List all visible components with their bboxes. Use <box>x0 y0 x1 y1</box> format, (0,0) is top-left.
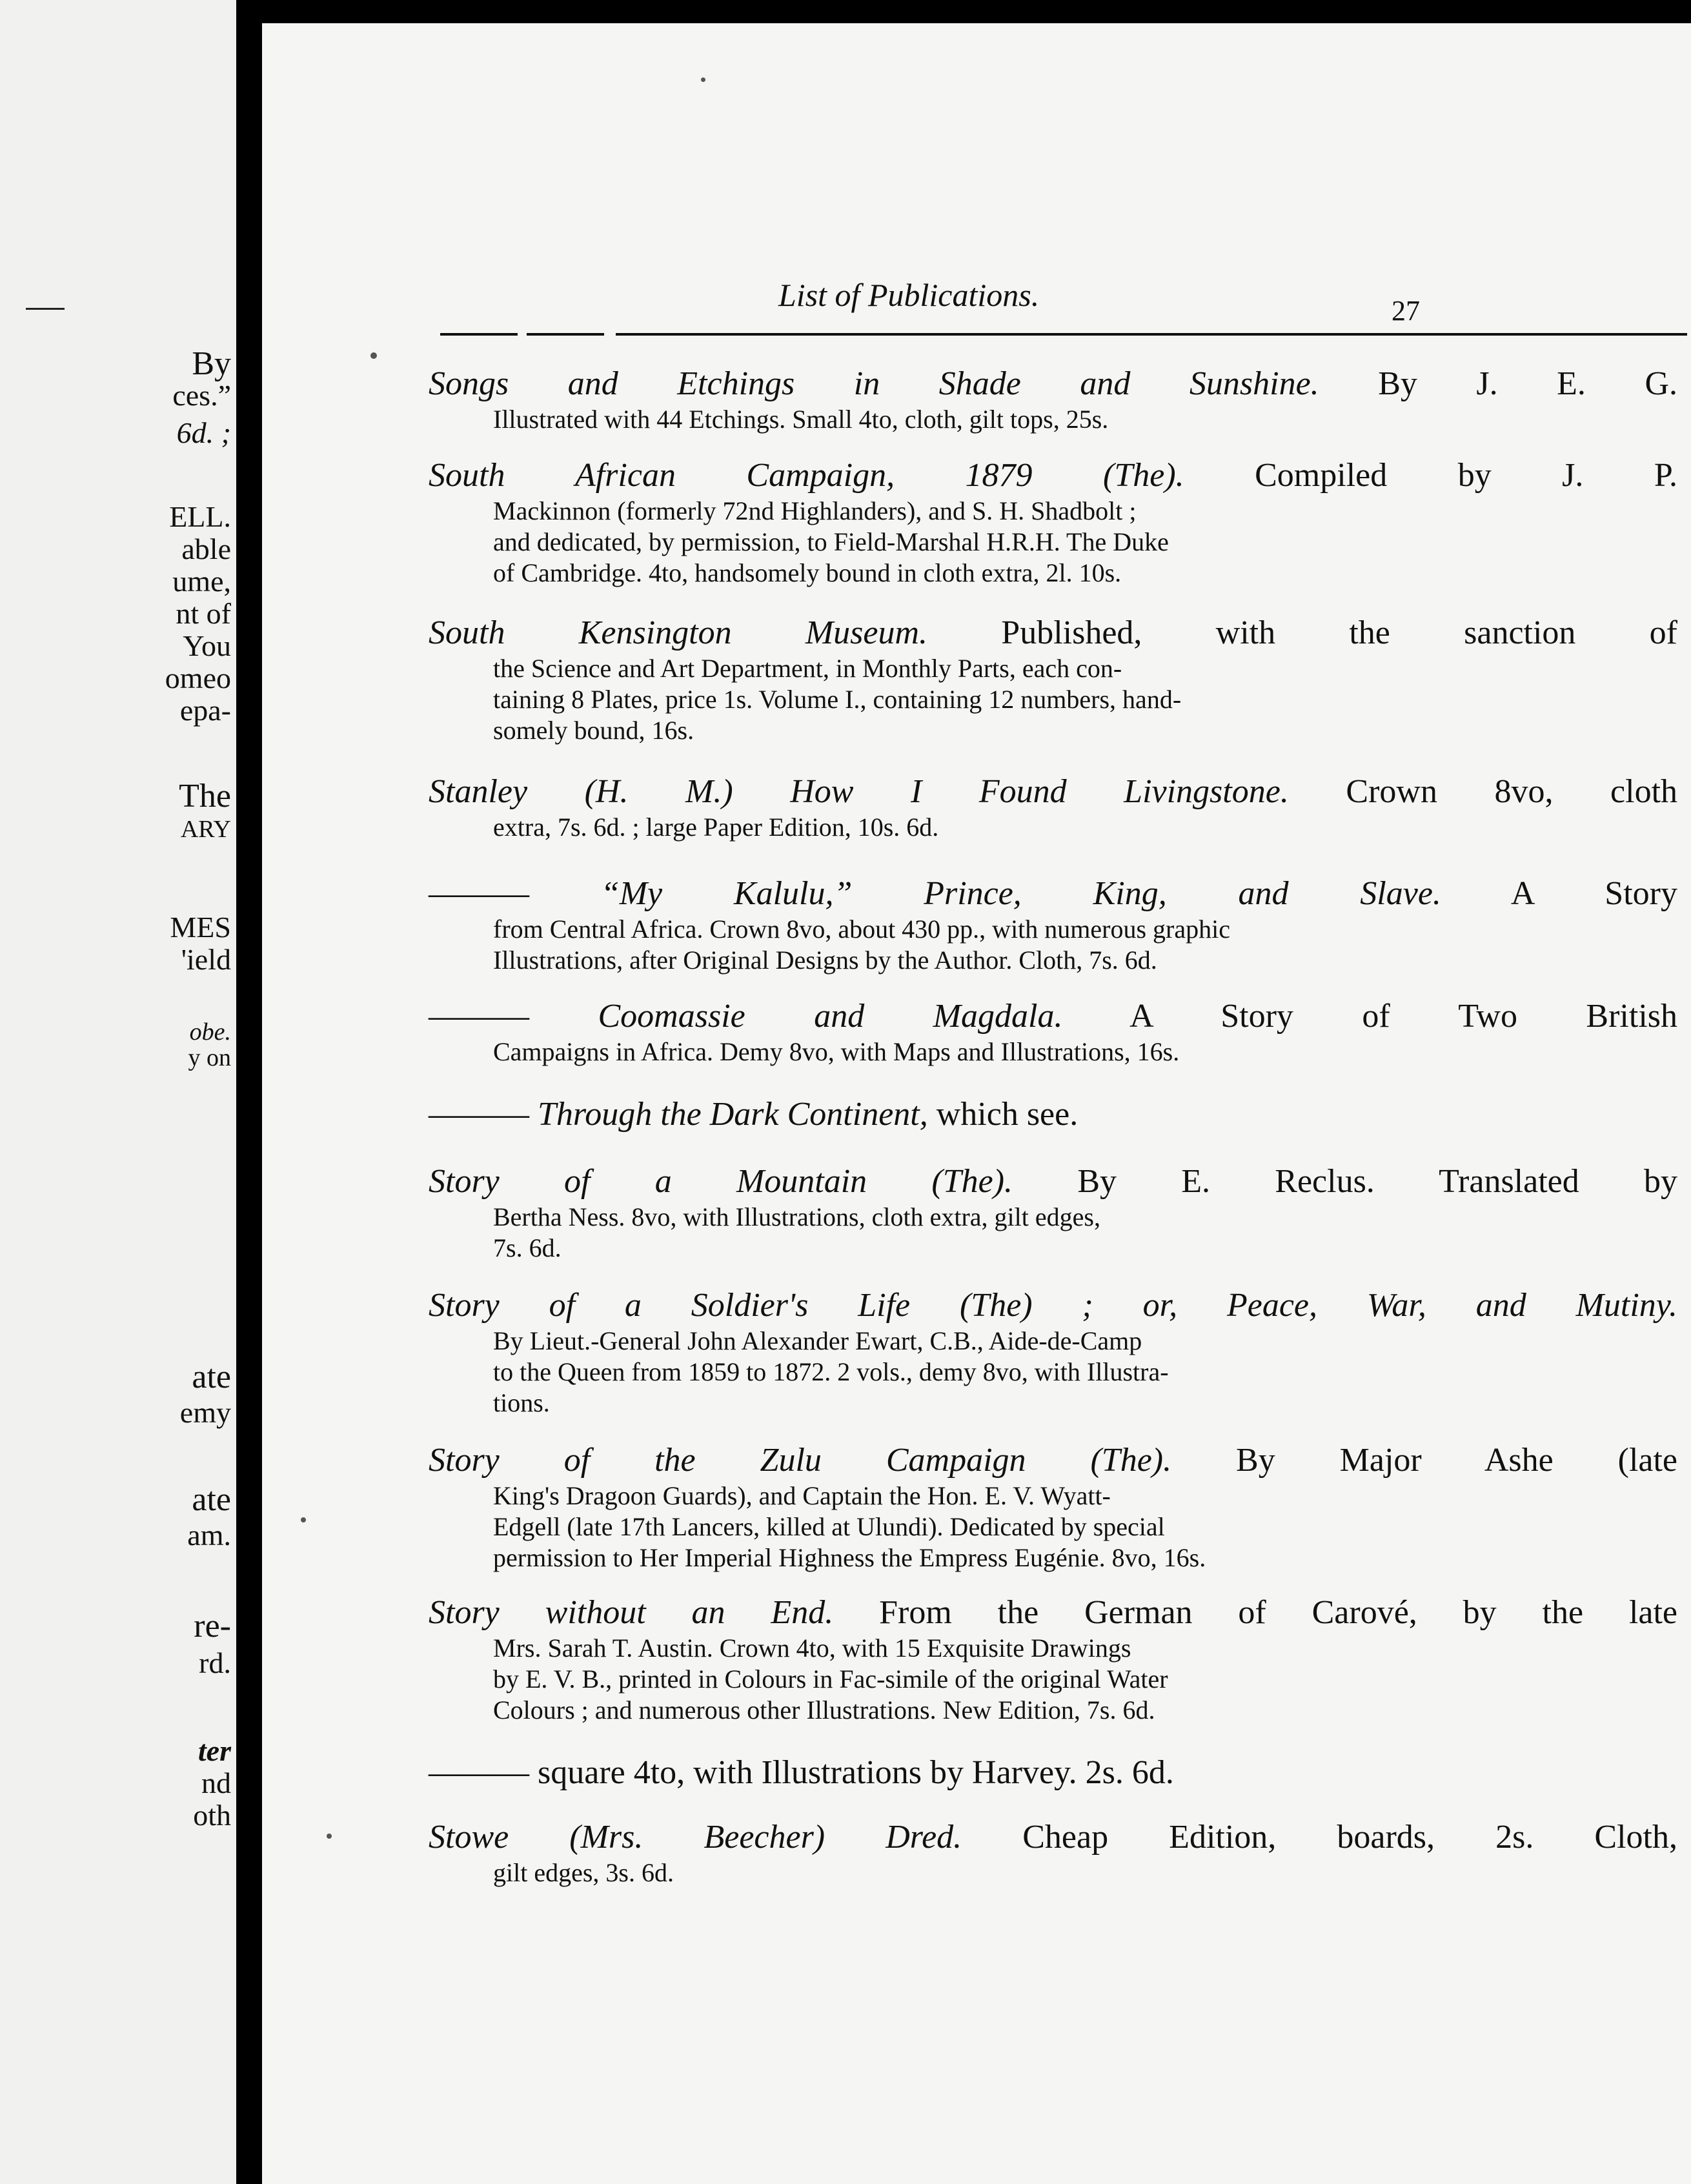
list-item <box>429 1593 1677 1726</box>
entry-line: Mrs. Sarah T. Austin. Crown 4to, with 15 Exquisite Drawings <box>493 1633 1131 1663</box>
ditto-dash: ——— <box>429 1754 529 1791</box>
list-item <box>429 1753 1677 1793</box>
left-text-fragment: ces.” <box>172 379 231 412</box>
left-text-fragment: oth <box>193 1799 231 1832</box>
entry-title: South African Campaign, 1879 (The). <box>429 457 1184 494</box>
page-number: 27 <box>1392 295 1420 327</box>
left-text-fragment: 6d. ; <box>176 416 231 449</box>
entry-head-rest: Crown 8vo, cloth <box>1346 773 1678 810</box>
ditto-dash: ——— <box>429 1096 529 1133</box>
entry-line: King's Dragoon Guards), and Captain the Hon. E. V. Wyatt- <box>493 1481 1111 1510</box>
entry-title: Through the Dark Continent, <box>538 1096 928 1133</box>
left-text-fragment: The <box>179 778 231 814</box>
list-item <box>429 1817 1677 1888</box>
entry-title: Story of a Mountain (The). <box>429 1163 1013 1200</box>
ink-speck <box>370 352 377 359</box>
entry-line: Campaigns in Africa. Demy 8vo, with Maps and Illustrations, 16s. <box>493 1037 1180 1066</box>
entry-line: of Cambridge. 4to, handsomely bound in cloth extra, 2l. 10s. <box>493 558 1122 587</box>
left-text-fragment: nt of <box>176 597 231 630</box>
entry-line: Edgell (late 17th Lancers, killed at Ulundi). Dedicated by special <box>493 1512 1165 1541</box>
header-rule <box>616 333 1687 336</box>
entry-title: Story of the Zulu Campaign (The). <box>429 1442 1172 1479</box>
ditto-dash: ——— <box>429 998 529 1035</box>
entry-line: permission to Her Imperial Highness the Empress Eugénie. 8vo, 16s. <box>493 1543 1206 1572</box>
entry-head-rest: A Story <box>1510 875 1677 912</box>
entry-head-rest: By Major Ashe (late <box>1236 1442 1677 1479</box>
left-text-fragment: ume, <box>172 565 231 598</box>
left-text-fragment: omeo <box>165 662 231 694</box>
list-item <box>429 1095 1677 1135</box>
entry-title: Coomassie and Magdala. <box>598 998 1063 1035</box>
entry-line: Illustrated with 44 Etchings. Small 4to, cloth, gilt tops, 25s. <box>493 405 1109 434</box>
ink-speck <box>301 1517 306 1522</box>
left-text-fragment: obe. <box>189 1018 231 1046</box>
entry-head-rest: square 4to, with Illustrations by Harvey. 2s. 6d. <box>538 1754 1174 1791</box>
list-item <box>429 1286 1677 1419</box>
left-page-fragment <box>0 0 236 2184</box>
entry-title: Story without an End. <box>429 1594 834 1631</box>
entry-line: the Science and Art Department, in Monthly Parts, each con- <box>493 654 1122 683</box>
running-head: List of Publications. <box>778 277 1040 313</box>
entry-line: somely bound, 16s. <box>493 716 694 745</box>
entry-head-rest: Compiled by J. P. <box>1255 457 1678 494</box>
entry-line: by E. V. B., printed in Colours in Fac-simile of the original Water <box>493 1664 1168 1694</box>
left-text-fragment: nd <box>201 1766 231 1799</box>
left-text-fragment: y on <box>188 1044 231 1071</box>
entry-line: gilt edges, 3s. 6d. <box>493 1858 674 1887</box>
left-text-fragment: ELL. <box>169 500 231 533</box>
entry-head-rest: From the German of Carové, by the late <box>879 1594 1678 1631</box>
left-text-fragment: ter <box>197 1734 231 1767</box>
entry-head-rest: which see. <box>936 1096 1078 1133</box>
list-item <box>429 1162 1677 1264</box>
entry-line: taining 8 Plates, price 1s. Volume I., containing 12 numbers, hand- <box>493 685 1182 714</box>
header-rule <box>527 333 604 336</box>
ink-speck <box>327 1834 332 1839</box>
left-text-fragment: MES <box>170 911 231 944</box>
entry-line: to the Queen from 1859 to 1872. 2 vols., demy 8vo, with Illustra- <box>493 1357 1169 1386</box>
entry-line: By Lieut.-General John Alexander Ewart, C.B., Aide-de-Camp <box>493 1326 1142 1355</box>
header-rule <box>440 333 518 336</box>
left-text-fragment: ate <box>192 1359 231 1395</box>
left-text-fragment: am. <box>187 1519 231 1552</box>
list-item <box>429 456 1677 589</box>
entry-head-rest: Published, with the sanction of <box>1001 614 1677 651</box>
entry-line: tions. <box>493 1388 550 1417</box>
entry-head-rest: A Story of Two British <box>1129 998 1678 1035</box>
list-item <box>429 1441 1677 1573</box>
left-text-fragment: epa- <box>179 694 231 727</box>
left-text-fragment: emy <box>179 1396 231 1429</box>
left-rule <box>26 308 65 310</box>
entry-title: Story of a Soldier's Life (The) ; or, Peace, War, and Mutiny. <box>429 1287 1677 1324</box>
list-item <box>429 874 1677 976</box>
entry-head-rest: By E. Reclus. Translated by <box>1077 1163 1677 1200</box>
page-gutter <box>236 0 262 2184</box>
left-text-fragment: able <box>181 532 231 565</box>
left-text-fragment: re- <box>194 1608 231 1644</box>
left-text-fragment: ARY <box>180 816 231 843</box>
entry-line: Illustrations, after Original Designs by the Author. Cloth, 7s. 6d. <box>493 945 1157 975</box>
list-item <box>429 772 1677 843</box>
entry-line: from Central Africa. Crown 8vo, about 430 pp., with numerous graphic <box>493 915 1230 944</box>
left-text-fragment: rd. <box>199 1646 231 1679</box>
left-text-fragment: You <box>183 629 231 662</box>
entry-line: Bertha Ness. 8vo, with Illustrations, cloth extra, gilt edges, <box>493 1202 1100 1231</box>
entry-line: 7s. 6d. <box>493 1233 562 1262</box>
list-item <box>429 364 1677 435</box>
right-page <box>262 23 1691 2184</box>
entry-line: Mackinnon (formerly 72nd Highlanders), and S. H. Shadbolt ; <box>493 496 1137 525</box>
left-text-fragment: 'ield <box>181 943 231 976</box>
entry-head-rest: Cheap Edition, boards, 2s. Cloth, <box>1022 1819 1677 1855</box>
entry-title: Stanley (H. M.) How I Found Livingstone. <box>429 773 1289 810</box>
entry-head-rest: By J. E. G. <box>1378 365 1677 402</box>
list-item <box>429 613 1677 746</box>
entry-line: and dedicated, by permission, to Field-Marshal H.R.H. The Duke <box>493 527 1169 556</box>
entry-title: “My Kalulu,” Prince, King, and Slave. <box>600 875 1441 912</box>
ditto-dash: ——— <box>429 875 529 912</box>
entry-title: Stowe (Mrs. Beecher) Dred. <box>429 1819 962 1855</box>
entry-line: extra, 7s. 6d. ; large Paper Edition, 10s. 6d. <box>493 813 939 842</box>
entry-title: South Kensington Museum. <box>429 614 928 651</box>
list-item <box>429 996 1677 1067</box>
entry-line: Colours ; and numerous other Illustrations. New Edition, 7s. 6d. <box>493 1695 1155 1724</box>
left-text-fragment: ate <box>192 1481 231 1518</box>
entry-title: Songs and Etchings in Shade and Sunshine. <box>429 365 1319 402</box>
left-text-fragment: By <box>192 345 231 382</box>
ink-speck <box>701 77 705 82</box>
